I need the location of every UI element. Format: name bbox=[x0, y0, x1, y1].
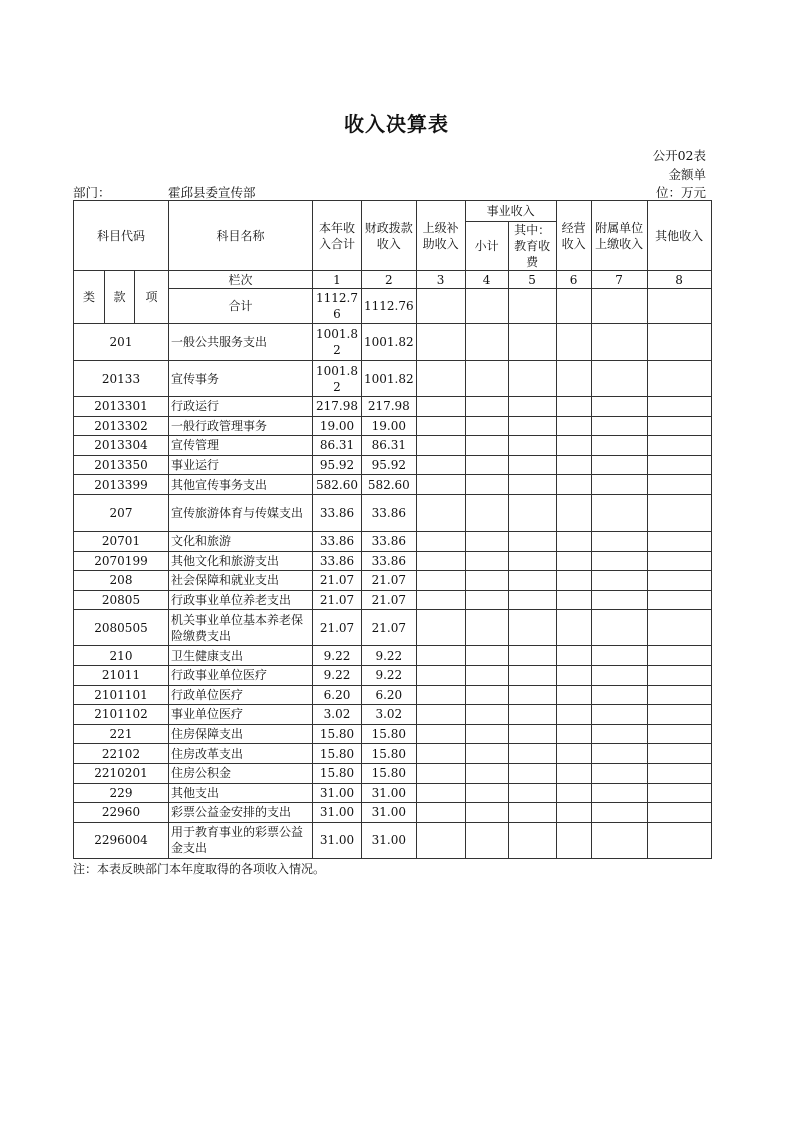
table-row bbox=[74, 361, 712, 397]
row-empty-cell bbox=[416, 763, 465, 783]
row-name: 用于教育事业的彩票公益金支出 bbox=[169, 822, 313, 858]
row-total: 21.07 bbox=[313, 590, 362, 610]
row-total: 95.92 bbox=[313, 455, 362, 475]
row-empty-cell bbox=[591, 436, 647, 456]
row-empty-cell bbox=[465, 803, 508, 823]
row-empty-cell bbox=[647, 571, 711, 591]
row-empty-cell bbox=[647, 763, 711, 783]
row-empty-cell bbox=[465, 705, 508, 725]
row-empty-cell bbox=[465, 361, 508, 397]
row-fiscal: 95.92 bbox=[362, 455, 417, 475]
row-empty-cell bbox=[465, 590, 508, 610]
row-empty-cell bbox=[508, 571, 556, 591]
row-empty-cell bbox=[591, 822, 647, 858]
row-empty-cell bbox=[591, 590, 647, 610]
row-empty-cell bbox=[591, 475, 647, 495]
row-name: 其他宣传事务支出 bbox=[169, 475, 313, 495]
row-empty-cell bbox=[508, 551, 556, 571]
row-empty-cell bbox=[416, 551, 465, 571]
header-other: 其他收入 bbox=[647, 201, 711, 271]
row-empty-cell bbox=[465, 822, 508, 858]
row-empty-cell bbox=[465, 397, 508, 417]
row-name: 事业单位医疗 bbox=[169, 705, 313, 725]
row-fiscal: 9.22 bbox=[362, 646, 417, 666]
header-xiang: 项 bbox=[135, 271, 169, 324]
row-fiscal: 15.80 bbox=[362, 763, 417, 783]
table-row bbox=[74, 763, 712, 783]
total-label: 合计 bbox=[169, 289, 313, 324]
row-empty-cell bbox=[591, 531, 647, 551]
row-empty-cell bbox=[556, 436, 591, 456]
row-fiscal: 21.07 bbox=[362, 590, 417, 610]
table-row bbox=[74, 455, 712, 475]
row-fiscal: 1001.82 bbox=[362, 361, 417, 397]
row-name: 机关事业单位基本养老保险缴费支出 bbox=[169, 610, 313, 646]
table-row bbox=[74, 590, 712, 610]
header-affiliated: 附属单位上缴收入 bbox=[591, 201, 647, 271]
row-total: 21.07 bbox=[313, 571, 362, 591]
row-empty-cell bbox=[556, 783, 591, 803]
row-total: 6.20 bbox=[313, 685, 362, 705]
row-total: 33.86 bbox=[313, 494, 362, 531]
row-empty-cell bbox=[465, 436, 508, 456]
row-empty-cell bbox=[465, 531, 508, 551]
row-empty-cell bbox=[416, 436, 465, 456]
row-empty-cell bbox=[508, 763, 556, 783]
col-num: 1 bbox=[313, 271, 362, 289]
table-row bbox=[74, 531, 712, 551]
row-name: 宣传事务 bbox=[169, 361, 313, 397]
row-empty-cell bbox=[591, 361, 647, 397]
row-empty-cell bbox=[508, 475, 556, 495]
row-empty-cell bbox=[647, 610, 711, 646]
row-name: 宣传旅游体育与传媒支出 bbox=[169, 494, 313, 531]
row-empty-cell bbox=[508, 416, 556, 436]
row-empty-cell bbox=[416, 610, 465, 646]
row-empty-cell bbox=[416, 416, 465, 436]
row-empty-cell bbox=[591, 685, 647, 705]
row-empty-cell bbox=[465, 665, 508, 685]
row-empty-cell bbox=[465, 610, 508, 646]
row-code: 2080505 bbox=[74, 610, 169, 646]
row-code: 22960 bbox=[74, 803, 169, 823]
row-fiscal: 33.86 bbox=[362, 494, 417, 531]
row-fiscal: 21.07 bbox=[362, 571, 417, 591]
total-row bbox=[74, 289, 712, 324]
table-row bbox=[74, 783, 712, 803]
row-fiscal: 582.60 bbox=[362, 475, 417, 495]
row-empty-cell bbox=[647, 685, 711, 705]
row-fiscal: 3.02 bbox=[362, 705, 417, 725]
row-code: 2013304 bbox=[74, 436, 169, 456]
row-code: 20805 bbox=[74, 590, 169, 610]
row-empty-cell bbox=[591, 397, 647, 417]
row-empty-cell bbox=[591, 646, 647, 666]
row-code: 2101102 bbox=[74, 705, 169, 725]
page-title: 收入决算表 bbox=[344, 112, 449, 136]
row-fiscal: 33.86 bbox=[362, 551, 417, 571]
row-empty-cell bbox=[591, 665, 647, 685]
row-total: 21.07 bbox=[313, 610, 362, 646]
row-empty-cell bbox=[508, 646, 556, 666]
row-empty-cell bbox=[465, 571, 508, 591]
row-fiscal: 15.80 bbox=[362, 724, 417, 744]
row-fiscal: 31.00 bbox=[362, 783, 417, 803]
table-row bbox=[74, 705, 712, 725]
row-empty-cell bbox=[556, 590, 591, 610]
row-name: 住房改革支出 bbox=[169, 744, 313, 764]
row-name: 文化和旅游 bbox=[169, 531, 313, 551]
row-name: 一般行政管理事务 bbox=[169, 416, 313, 436]
row-code: 207 bbox=[74, 494, 169, 531]
row-fiscal: 31.00 bbox=[362, 803, 417, 823]
row-empty-cell bbox=[416, 494, 465, 531]
row-empty-cell bbox=[416, 590, 465, 610]
row-empty-cell bbox=[465, 455, 508, 475]
col-num: 3 bbox=[416, 271, 465, 289]
row-total: 9.22 bbox=[313, 665, 362, 685]
row-empty-cell bbox=[591, 494, 647, 531]
row-empty-cell bbox=[508, 724, 556, 744]
table-row bbox=[74, 685, 712, 705]
row-total: 15.80 bbox=[313, 724, 362, 744]
row-total: 9.22 bbox=[313, 646, 362, 666]
row-name: 行政运行 bbox=[169, 397, 313, 417]
row-empty-cell bbox=[508, 361, 556, 397]
row-empty-cell bbox=[416, 803, 465, 823]
row-empty-cell bbox=[556, 610, 591, 646]
row-empty-cell bbox=[591, 455, 647, 475]
row-code: 2101101 bbox=[74, 685, 169, 705]
table-row bbox=[74, 416, 712, 436]
row-empty-cell bbox=[416, 822, 465, 858]
row-name: 事业运行 bbox=[169, 455, 313, 475]
row-empty-cell bbox=[556, 531, 591, 551]
row-empty-cell bbox=[465, 416, 508, 436]
header-code: 科目代码 bbox=[74, 201, 169, 271]
col-num: 7 bbox=[591, 271, 647, 289]
row-empty-cell bbox=[591, 610, 647, 646]
row-empty-cell bbox=[508, 744, 556, 764]
row-total: 31.00 bbox=[313, 822, 362, 858]
footnote: 注：本表反映部门本年度取得的各项收入情况。 bbox=[73, 862, 326, 876]
row-code: 201 bbox=[74, 324, 169, 361]
row-total: 31.00 bbox=[313, 803, 362, 823]
row-name: 卫生健康支出 bbox=[169, 646, 313, 666]
row-empty-cell bbox=[465, 551, 508, 571]
form-number: 公开02表 bbox=[652, 148, 706, 163]
row-empty-cell bbox=[556, 822, 591, 858]
row-empty-cell bbox=[508, 455, 556, 475]
table-row bbox=[74, 610, 712, 646]
row-empty-cell bbox=[508, 397, 556, 417]
row-empty-cell bbox=[416, 744, 465, 764]
row-code: 21011 bbox=[74, 665, 169, 685]
row-empty-cell bbox=[591, 324, 647, 361]
header-kuan: 款 bbox=[105, 271, 135, 324]
row-empty-cell bbox=[591, 763, 647, 783]
row-empty-cell bbox=[647, 436, 711, 456]
row-name: 住房保障支出 bbox=[169, 724, 313, 744]
table-row bbox=[74, 324, 712, 361]
row-fiscal: 31.00 bbox=[362, 822, 417, 858]
header-operating: 经营收入 bbox=[556, 201, 591, 271]
row-fiscal: 86.31 bbox=[362, 436, 417, 456]
table-row bbox=[74, 551, 712, 571]
row-empty-cell bbox=[556, 724, 591, 744]
row-empty-cell bbox=[416, 665, 465, 685]
row-code: 2013399 bbox=[74, 475, 169, 495]
row-empty-cell bbox=[591, 705, 647, 725]
row-name: 社会保障和就业支出 bbox=[169, 571, 313, 591]
row-empty-cell bbox=[508, 531, 556, 551]
row-name: 行政事业单位养老支出 bbox=[169, 590, 313, 610]
row-empty-cell bbox=[465, 475, 508, 495]
row-empty-cell bbox=[465, 494, 508, 531]
row-code: 210 bbox=[74, 646, 169, 666]
row-code: 208 bbox=[74, 571, 169, 591]
row-code: 2013301 bbox=[74, 397, 169, 417]
row-empty-cell bbox=[465, 724, 508, 744]
row-total: 31.00 bbox=[313, 783, 362, 803]
row-code: 221 bbox=[74, 724, 169, 744]
row-name: 住房公积金 bbox=[169, 763, 313, 783]
row-fiscal: 15.80 bbox=[362, 744, 417, 764]
row-code: 20701 bbox=[74, 531, 169, 551]
table-row bbox=[74, 724, 712, 744]
row-empty-cell bbox=[465, 685, 508, 705]
row-fiscal: 217.98 bbox=[362, 397, 417, 417]
row-code: 2013350 bbox=[74, 455, 169, 475]
row-empty-cell bbox=[556, 416, 591, 436]
header-business: 事业收入 bbox=[465, 201, 556, 222]
table-row bbox=[74, 494, 712, 531]
row-empty-cell bbox=[591, 416, 647, 436]
row-empty-cell bbox=[508, 685, 556, 705]
row-empty-cell bbox=[416, 685, 465, 705]
row-total: 33.86 bbox=[313, 551, 362, 571]
row-empty-cell bbox=[647, 705, 711, 725]
row-empty-cell bbox=[508, 436, 556, 456]
row-empty-cell bbox=[591, 744, 647, 764]
row-empty-cell bbox=[556, 361, 591, 397]
row-total: 582.60 bbox=[313, 475, 362, 495]
row-total: 217.98 bbox=[313, 397, 362, 417]
row-total: 86.31 bbox=[313, 436, 362, 456]
row-empty-cell bbox=[416, 475, 465, 495]
row-empty-cell bbox=[416, 397, 465, 417]
row-fiscal: 6.20 bbox=[362, 685, 417, 705]
row-empty-cell bbox=[647, 744, 711, 764]
row-name: 行政事业单位医疗 bbox=[169, 665, 313, 685]
row-name: 彩票公益金安排的支出 bbox=[169, 803, 313, 823]
row-empty-cell bbox=[647, 324, 711, 361]
row-total: 19.00 bbox=[313, 416, 362, 436]
row-empty-cell bbox=[556, 646, 591, 666]
row-name: 其他文化和旅游支出 bbox=[169, 551, 313, 571]
row-empty-cell bbox=[591, 551, 647, 571]
row-code: 2070199 bbox=[74, 551, 169, 571]
row-code: 2013302 bbox=[74, 416, 169, 436]
row-empty-cell bbox=[465, 646, 508, 666]
row-empty-cell bbox=[556, 685, 591, 705]
row-empty-cell bbox=[465, 744, 508, 764]
row-empty-cell bbox=[556, 494, 591, 531]
row-empty-cell bbox=[416, 361, 465, 397]
unit-label-line2: 位：万元 bbox=[655, 185, 706, 200]
header-subtotal: 小计 bbox=[465, 222, 508, 271]
row-empty-cell bbox=[556, 803, 591, 823]
row-fiscal: 19.00 bbox=[362, 416, 417, 436]
row-empty-cell bbox=[647, 646, 711, 666]
table-row bbox=[74, 744, 712, 764]
row-code: 20133 bbox=[74, 361, 169, 397]
header-fiscal: 财政拨款收入 bbox=[362, 201, 417, 271]
row-empty-cell bbox=[556, 475, 591, 495]
row-empty-cell bbox=[647, 475, 711, 495]
row-empty-cell bbox=[647, 590, 711, 610]
row-name: 宣传管理 bbox=[169, 436, 313, 456]
col-num: 5 bbox=[508, 271, 556, 289]
row-empty-cell bbox=[647, 397, 711, 417]
table-row bbox=[74, 665, 712, 685]
row-empty-cell bbox=[508, 783, 556, 803]
row-empty-cell bbox=[647, 803, 711, 823]
row-empty-cell bbox=[416, 571, 465, 591]
col-num: 8 bbox=[647, 271, 711, 289]
income-statement-table bbox=[73, 200, 712, 859]
row-empty-cell bbox=[647, 551, 711, 571]
total-amount: 1112.76 bbox=[313, 289, 362, 324]
row-empty-cell bbox=[647, 416, 711, 436]
header-total: 本年收入合计 bbox=[313, 201, 362, 271]
row-empty-cell bbox=[647, 455, 711, 475]
table-row bbox=[74, 475, 712, 495]
row-empty-cell bbox=[416, 783, 465, 803]
row-empty-cell bbox=[647, 494, 711, 531]
row-empty-cell bbox=[556, 571, 591, 591]
row-empty-cell bbox=[647, 361, 711, 397]
row-empty-cell bbox=[647, 724, 711, 744]
row-total: 1001.82 bbox=[313, 361, 362, 397]
header-superior: 上级补助收入 bbox=[416, 201, 465, 271]
table-row bbox=[74, 397, 712, 417]
unit-label-line1: 金额单 bbox=[668, 167, 706, 182]
header-name: 科目名称 bbox=[169, 201, 313, 271]
row-empty-cell bbox=[508, 590, 556, 610]
header-edu: 其中：教育收费 bbox=[508, 222, 556, 271]
row-empty-cell bbox=[508, 822, 556, 858]
row-empty-cell bbox=[416, 705, 465, 725]
row-fiscal: 9.22 bbox=[362, 665, 417, 685]
header-lei: 类 bbox=[74, 271, 105, 324]
row-empty-cell bbox=[508, 610, 556, 646]
col-num: 2 bbox=[362, 271, 417, 289]
row-code: 229 bbox=[74, 783, 169, 803]
row-fiscal: 1001.82 bbox=[362, 324, 417, 361]
table-row bbox=[74, 436, 712, 456]
row-empty-cell bbox=[556, 665, 591, 685]
row-empty-cell bbox=[591, 724, 647, 744]
row-empty-cell bbox=[465, 783, 508, 803]
row-empty-cell bbox=[508, 494, 556, 531]
row-empty-cell bbox=[647, 822, 711, 858]
row-empty-cell bbox=[556, 324, 591, 361]
row-total: 3.02 bbox=[313, 705, 362, 725]
row-empty-cell bbox=[647, 665, 711, 685]
row-empty-cell bbox=[556, 397, 591, 417]
row-empty-cell bbox=[591, 571, 647, 591]
table-row bbox=[74, 822, 712, 858]
row-empty-cell bbox=[647, 783, 711, 803]
row-total: 15.80 bbox=[313, 763, 362, 783]
row-empty-cell bbox=[508, 705, 556, 725]
table-row bbox=[74, 646, 712, 666]
row-name: 行政单位医疗 bbox=[169, 685, 313, 705]
row-total: 33.86 bbox=[313, 531, 362, 551]
row-empty-cell bbox=[416, 531, 465, 551]
row-empty-cell bbox=[416, 646, 465, 666]
row-empty-cell bbox=[556, 551, 591, 571]
header-lanci: 栏次 bbox=[169, 271, 313, 289]
row-empty-cell bbox=[556, 763, 591, 783]
row-empty-cell bbox=[508, 803, 556, 823]
row-empty-cell bbox=[465, 324, 508, 361]
row-total: 1001.82 bbox=[313, 324, 362, 361]
department-label: 部门： bbox=[73, 185, 111, 200]
row-fiscal: 33.86 bbox=[362, 531, 417, 551]
total-fiscal: 1112.76 bbox=[362, 289, 417, 324]
row-name: 一般公共服务支出 bbox=[169, 324, 313, 361]
row-empty-cell bbox=[416, 455, 465, 475]
table-row bbox=[74, 803, 712, 823]
department-name: 霍邱县委宣传部 bbox=[168, 185, 256, 200]
row-empty-cell bbox=[416, 324, 465, 361]
row-empty-cell bbox=[647, 531, 711, 551]
table-row bbox=[74, 571, 712, 591]
row-fiscal: 21.07 bbox=[362, 610, 417, 646]
row-code: 2210201 bbox=[74, 763, 169, 783]
row-empty-cell bbox=[508, 665, 556, 685]
row-empty-cell bbox=[416, 724, 465, 744]
row-name: 其他支出 bbox=[169, 783, 313, 803]
row-empty-cell bbox=[556, 455, 591, 475]
row-empty-cell bbox=[508, 324, 556, 361]
col-num: 4 bbox=[465, 271, 508, 289]
row-empty-cell bbox=[556, 705, 591, 725]
col-num: 6 bbox=[556, 271, 591, 289]
row-code: 2296004 bbox=[74, 822, 169, 858]
row-code: 22102 bbox=[74, 744, 169, 764]
row-empty-cell bbox=[591, 783, 647, 803]
row-empty-cell bbox=[556, 744, 591, 764]
row-empty-cell bbox=[591, 803, 647, 823]
row-empty-cell bbox=[465, 763, 508, 783]
row-total: 15.80 bbox=[313, 744, 362, 764]
